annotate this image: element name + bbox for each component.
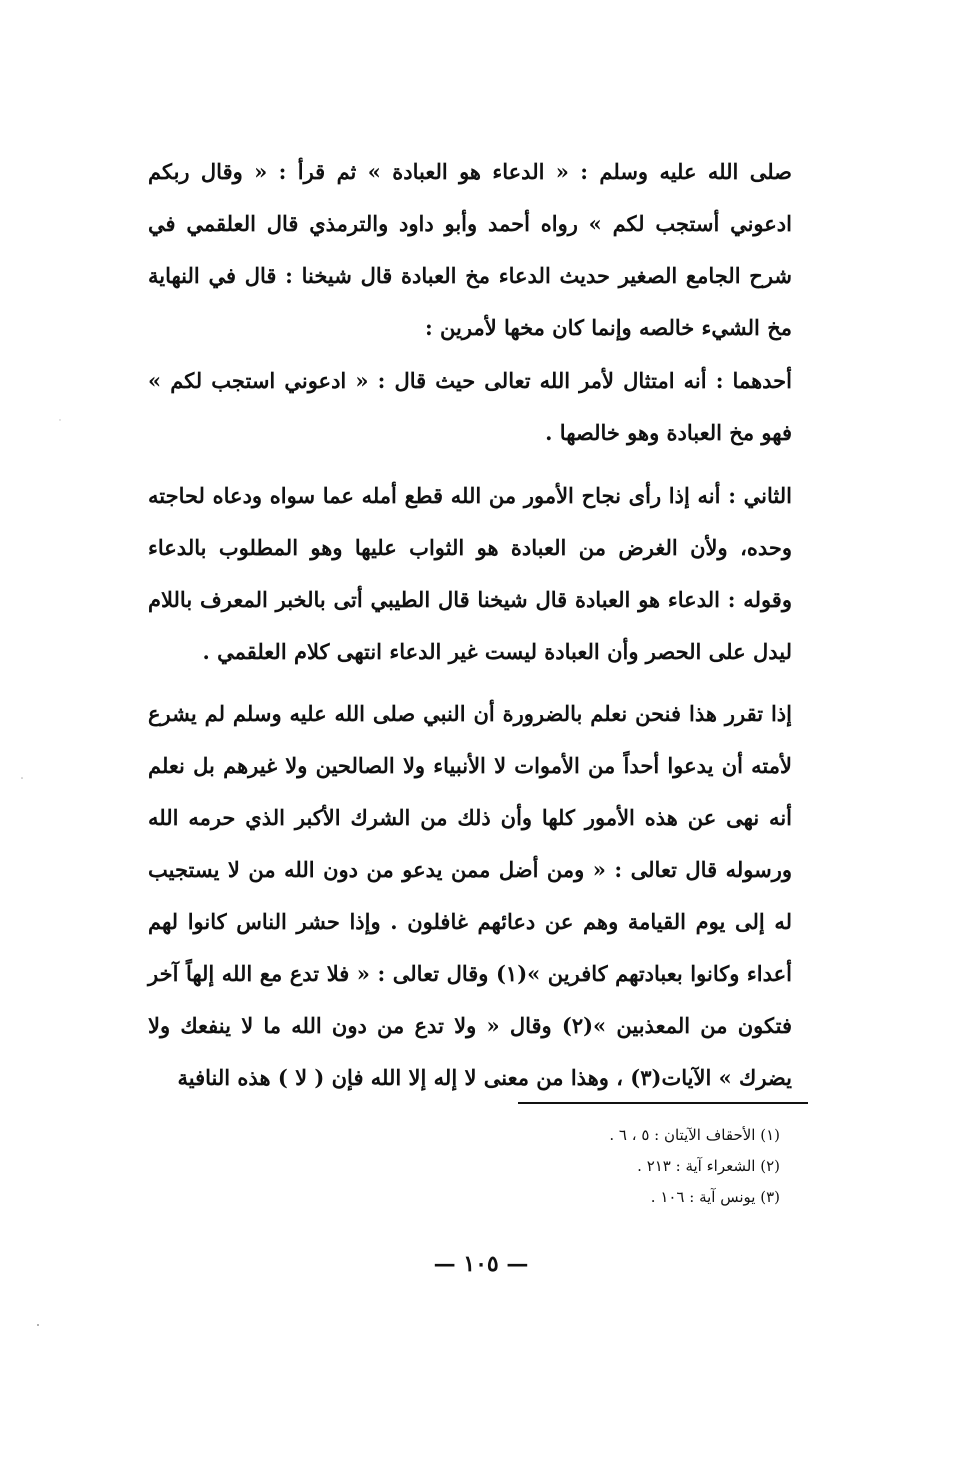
footnote-1: (١) الأحقاف الآيتان : ٥ ، ٦ .	[609, 1126, 780, 1144]
paragraph-first-reason: أحدهما : أنه امتثال لأمر الله تعالى حيث قال : « ادعوني استجب لكم » فهو مخ العبادة وهو خالصها .	[148, 368, 792, 445]
page-number: — ١٠٥ —	[433, 1251, 529, 1277]
footnote-2: (٢) الشعراء آية : ٢١٣ .	[637, 1157, 780, 1175]
paragraph-second-reason: الثاني : أنه إذا رأى نجاح الأمور من الله قطع أمله عما سواه ودعاه لحاجته وحده، ولأن الغرض من العبادة هو الثواب عليها وهو المطلوب بالدعاء وقوله : الدعاء هو العبادة قال شيخنا قال الطيبي أتى بالخبر المعرف باللام ليدل على الحصر وأن العبادة ليست غير الدعاء انتهى كلام العلقمي .	[148, 483, 792, 664]
footnote-3: (٣) يونس آية : ١٠٦ .	[650, 1188, 780, 1206]
paragraph-conclusion: إذا تقرر هذا فنحن نعلم بالضرورة أن النبي صلى الله عليه وسلم لم يشرع لأمته أن يدعوا أحداً من الأموات لا الأنبياء ولا الصالحين ولا غيرهم بل نعلم أنه نهى عن هذه الأمور كلها وأن ذلك من الشرك الأكبر الذي حرمه الله ورسوله قال تعالى : « ومن أضل ممن يدعو من دون الله من لا يستجيب له إلى يوم القيامة وهم عن دعائهم غافلون . وإذا حشر الناس كانوا لهم أعداء وكانوا بعبادتهم كافرين »(١) وقال تعالى : « فلا تدع مع الله إلهاً آخر فتكون من المعذبين »(٢) وقال « ولا تدع من دون الله ما لا ينفعك ولا يضرك » الآيات(٣) ، وهذا من معنى لا إله إلا الله فإن ( لا ) هذه النافية	[148, 701, 792, 1090]
paragraph-hadith-dua: صلى الله عليه وسلم : « الدعاء هو العبادة » ثم قرأ : « وقال ربكم ادعوني أستجب لكم » رواه أحمد وأبو داود والترمذي قال العلقمي في شرح الجامع الصغير حديث الدعاء مخ العبادة قال شيخنا : قال في النهاية مخ الشيء خالصه وإنما كان مخها لأمرين :	[148, 159, 792, 340]
